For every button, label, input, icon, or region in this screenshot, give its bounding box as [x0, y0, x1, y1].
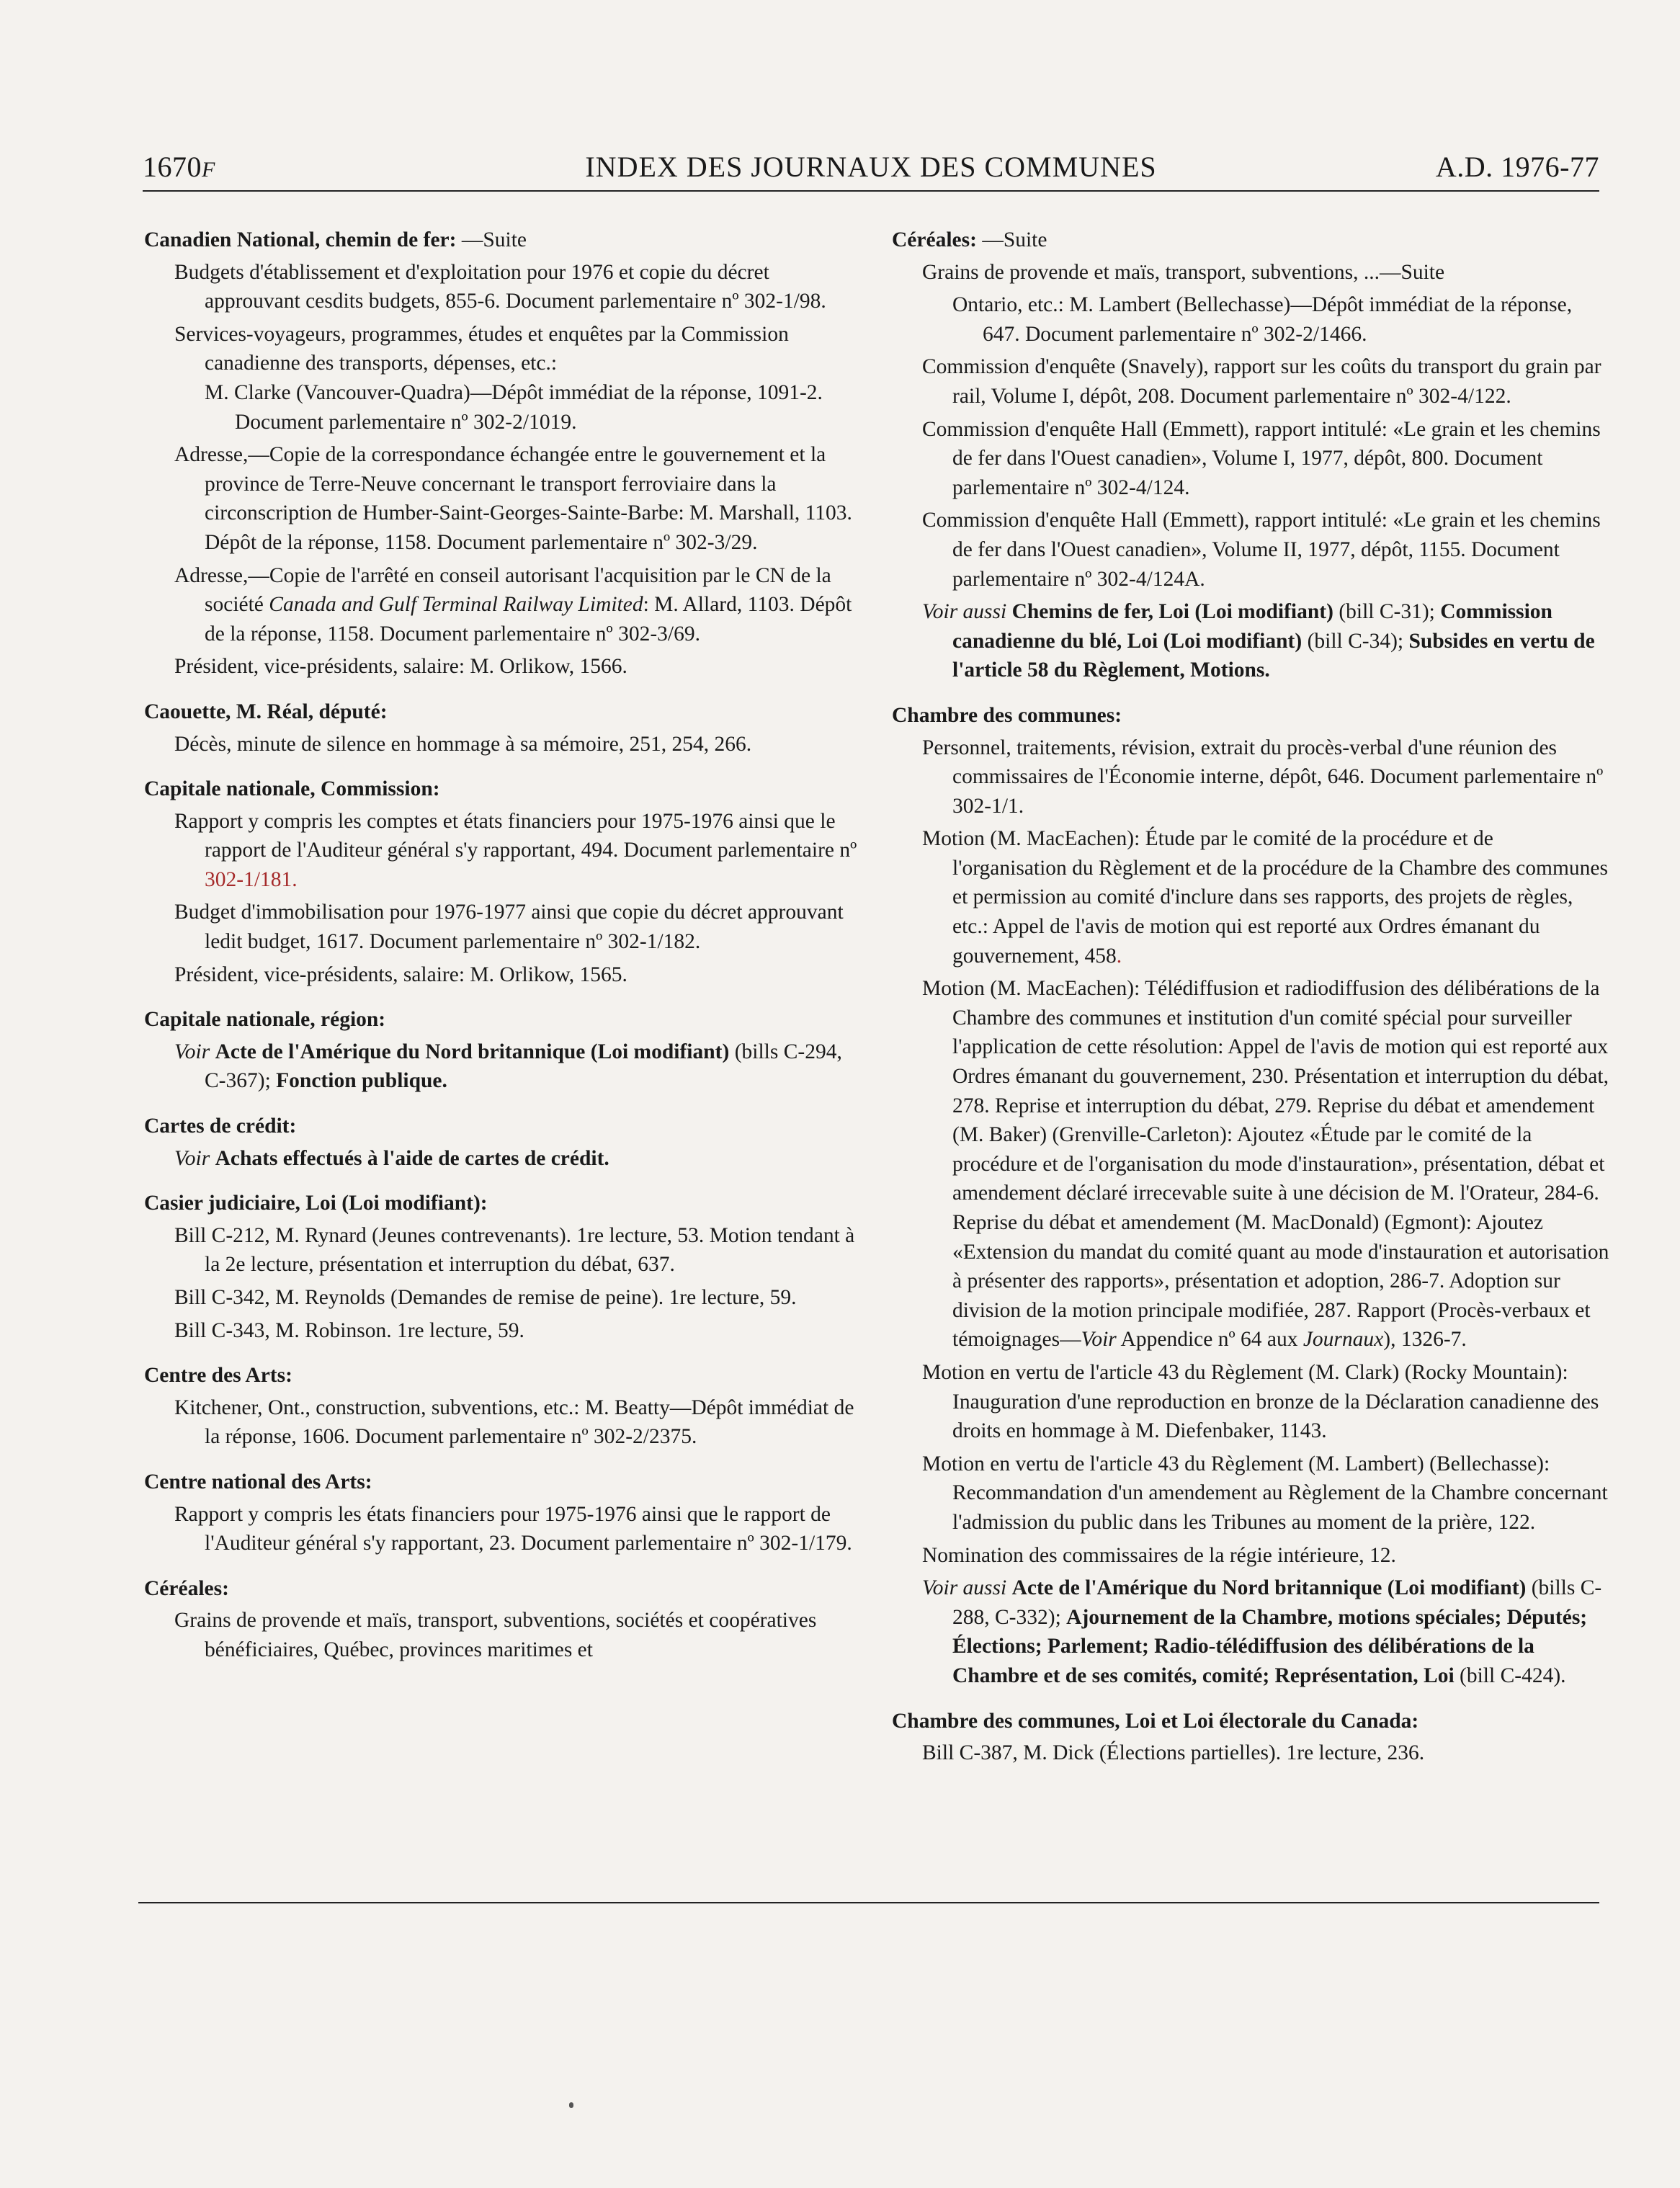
footer-rule — [138, 1902, 1599, 1903]
index-entry: Commission d'enquête Hall (Emmett), rapport intitulé: «Le grain et les chemins de fer dans l'Ouest canadien», Volume II, 1977, dépôt, 1155. Document parlementaire nº 302-4/124A. — [922, 509, 1601, 591]
index-heading: Céréales: — [144, 1576, 229, 1600]
index-entry: Bill C-387, M. Dick (Élections partielles). 1re lecture, 236. — [922, 1741, 1425, 1765]
index-entry: Bill C-212, M. Rynard (Jeunes contrevenants). 1re lecture, 53. Motion tendant à la 2e lecture, présentation et interruption du débat, 637. — [174, 1223, 855, 1277]
index-heading: Canadien National, chemin de fer: —Suite — [144, 228, 527, 251]
index-entry: Personnel, traitements, révision, extrait du procès-verbal d'une réunion des commissaires de l'Économie interne, dépôt, 646. Document parlementaire nº 302-1/1. — [922, 736, 1604, 818]
print-speck — [569, 2102, 573, 2108]
index-heading: Centre national des Arts: — [144, 1470, 372, 1493]
index-heading: Casier judiciaire, Loi (Loi modifiant): — [144, 1192, 488, 1215]
index-entry: Décès, minute de silence en hommage à sa mémoire, 251, 254, 266. — [174, 732, 752, 756]
index-entry: Adresse,—Copie de l'arrêté en conseil autorisant l'acquisition par le CN de la société Canada and Gulf Terminal Railway Limited: M. Allard, 1103. Dépôt de la réponse, 1158. Document parlementaire nº 302-3/69. — [174, 563, 852, 646]
index-entry: Bill C-343, M. Robinson. 1re lecture, 59. — [174, 1318, 524, 1342]
header-rule — [143, 190, 1599, 192]
cross-reference: Voir Acte de l'Amérique du Nord britannique (Loi modifiant) (bills C-294, C-367); Fonction publique. — [174, 1040, 842, 1093]
index-heading: Capitale nationale, région: — [144, 1008, 386, 1032]
index-entry: Budgets d'établissement et d'exploitation pour 1976 et copie du décret approuvant cesdits budgets, 855-6. Document parlementaire nº 302-1/98. — [174, 260, 826, 313]
index-entry: Kitchener, Ont., construction, subventions, etc.: M. Beatty—Dépôt immédiat de la réponse, 1606. Document parlementaire nº 302-2/2375. — [174, 1396, 854, 1449]
index-entry: Président, vice-présidents, salaire: M. Orlikow, 1566. — [174, 655, 627, 679]
index-entry: Grains de provende et maïs, transport, subventions, sociétés et coopératives bénéficiaires, Québec, provinces maritimes et — [174, 1609, 817, 1661]
index-entry: Motion en vertu de l'article 43 du Règlement (M. Clark) (Rocky Mountain): Inauguration d'une reproduction en bronze de la Déclaration canadienne des droits en hommage à M. Diefenbaker, 1143. — [922, 1360, 1599, 1443]
index-entry: Grains de provende et maïs, transport, subventions, ...—Suite — [922, 260, 1445, 284]
index-entry: Rapport y compris les états financiers pour 1975-1976 ainsi que le rapport de l'Auditeur général s'y rapportant, 23. Document parlementaire nº 302-1/179. — [174, 1502, 852, 1555]
index-heading: Céréales: —Suite — [892, 228, 1047, 251]
index-subentry: Ontario, etc.: M. Lambert (Bellechasse)—Dépôt immédiat de la réponse, 647. Document parlementaire nº 302-2/1466. — [952, 293, 1573, 346]
cross-reference: Voir Achats effectués à l'aide de cartes de crédit. — [174, 1146, 609, 1170]
index-entry: Président, vice-présidents, salaire: M. Orlikow, 1565. — [174, 963, 627, 986]
index-entry: Nomination des commissaires de la régie intérieure, 12. — [922, 1543, 1396, 1567]
cross-reference: Voir aussi Acte de l'Amérique du Nord britannique (Loi modifiant) (bills C-288, C-332); Ajournement de la Chambre, motions spéciales; Députés; Élections; Parlement; Radio-télédiffusion des délibérations de la Chambre et de ses comités, comité; Représentation, Loi (bill C-424). — [922, 1576, 1602, 1687]
index-heading: Cartes de crédit: — [144, 1115, 297, 1138]
page-header — [143, 150, 1599, 193]
page-date: A.D. 1976-77 — [1435, 151, 1599, 183]
index-heading: Chambre des communes: — [892, 703, 1122, 727]
cross-reference: Voir aussi Chemins de fer, Loi (Loi modifiant) (bill C-31); Commission canadienne du blé, Loi (Loi modifiant) (bill C-34); Subsides en vertu de l'article 58 du Règlement, Motions. — [922, 600, 1595, 682]
index-entry: Budget d'immobilisation pour 1976-1977 ainsi que copie du décret approuvant ledit budget, 1617. Document parlementaire nº 302-1/182. — [174, 901, 844, 954]
index-entry: Services-voyageurs, programmes, études et enquêtes par la Commission canadienne des transports, dépenses, etc.: — [174, 322, 789, 375]
index-entry: Commission d'enquête (Snavely), rapport sur les coûts du transport du grain par rail, Volume I, dépôt, 208. Document parlementaire nº 302-4/122. — [922, 355, 1601, 408]
index-heading: Caouette, M. Réal, député: — [144, 700, 388, 723]
page-title: INDEX DES JOURNAUX DES COMMUNES — [585, 151, 1157, 183]
index-entry: Bill C-342, M. Reynolds (Demandes de remise de peine). 1re lecture, 59. — [174, 1286, 797, 1309]
index-entry: Rapport y compris les comptes et états financiers pour 1975-1976 ainsi que le rapport de l'Auditeur général s'y rapportant, 494. Document parlementaire nº 302-1/181. — [174, 809, 857, 891]
index-heading: Chambre des communes, Loi et Loi électorale du Canada: — [892, 1709, 1419, 1733]
left-column — [144, 226, 864, 1669]
index-entry: Commission d'enquête Hall (Emmett), rapport intitulé: «Le grain et les chemins de fer dans l'Ouest canadien», Volume I, 1977, dépôt, 800. Document parlementaire nº 302-4/124. — [922, 417, 1601, 499]
page-number: 1670F — [143, 151, 215, 183]
index-entry: Motion (M. MacEachen): Télédiffusion et radiodiffusion des délibérations de la Chambre des communes et institution d'un comité spécial pour surveiller l'application de cette résolution: Appel de l'avis de motion qui est reporté aux Ordres émanant du gouvernement, 230. Présentation et interruption du débat, 278. Reprise et interruption du débat, 279. Reprise du débat et amendement (M. Baker) (Grenville-Carleton): Ajoutez «Étude par le comité de la procédure et de l'organisation du mode d'instauration», présentation, débat et amendement déclaré irrecevable suite à une décision de M. l'Orateur, 284-6. Reprise du débat et amendement (M. MacDonald) (Egmont): Ajoutez «Extension du mandat du comité quant au mode d'instauration et autorisation à présenter des rapports», présentation et adoption, 286-7. Adoption sur division de la motion principale modifiée, 287. Rapport (Procès-verbaux et témoignages—Voir Appendice nº 64 aux Journaux), 1326-7. — [922, 977, 1609, 1352]
index-heading: Centre des Arts: — [144, 1364, 292, 1388]
right-column — [892, 226, 1612, 1772]
index-heading: Capitale nationale, Commission: — [144, 777, 440, 801]
index-entry: Motion en vertu de l'article 43 du Règlement (M. Lambert) (Bellechasse): Recommandation d'un amendement au Règlement de la Chambre concernant l'admission du public dans les Tribunes au moment de la prière, 122. — [922, 1452, 1608, 1534]
index-entry: Motion (M. MacEachen): Étude par le comité de la procédure et de l'organisation du Règlement et de la procédure de la Chambre des communes et permission au comité d'inclure dans ses rapports, des projets de règles, etc.: Appel de l'avis de motion qui est reporté aux Ordres émanant du gouvernement, 458. — [922, 827, 1608, 968]
index-subentry: M. Clarke (Vancouver-Quadra)—Dépôt immédiat de la réponse, 1091-2. Document parlementaire nº 302-2/1019. — [205, 380, 823, 434]
index-entry: Adresse,—Copie de la correspondance échangée entre le gouvernement et la province de Terre-Neuve concernant le transport ferroviaire dans la circonscription de Humber-Saint-Georges-Sainte-Barbe: M. Marshall, 1103. Dépôt de la réponse, 1158. Document parlementaire nº 302-3/29. — [174, 443, 852, 554]
